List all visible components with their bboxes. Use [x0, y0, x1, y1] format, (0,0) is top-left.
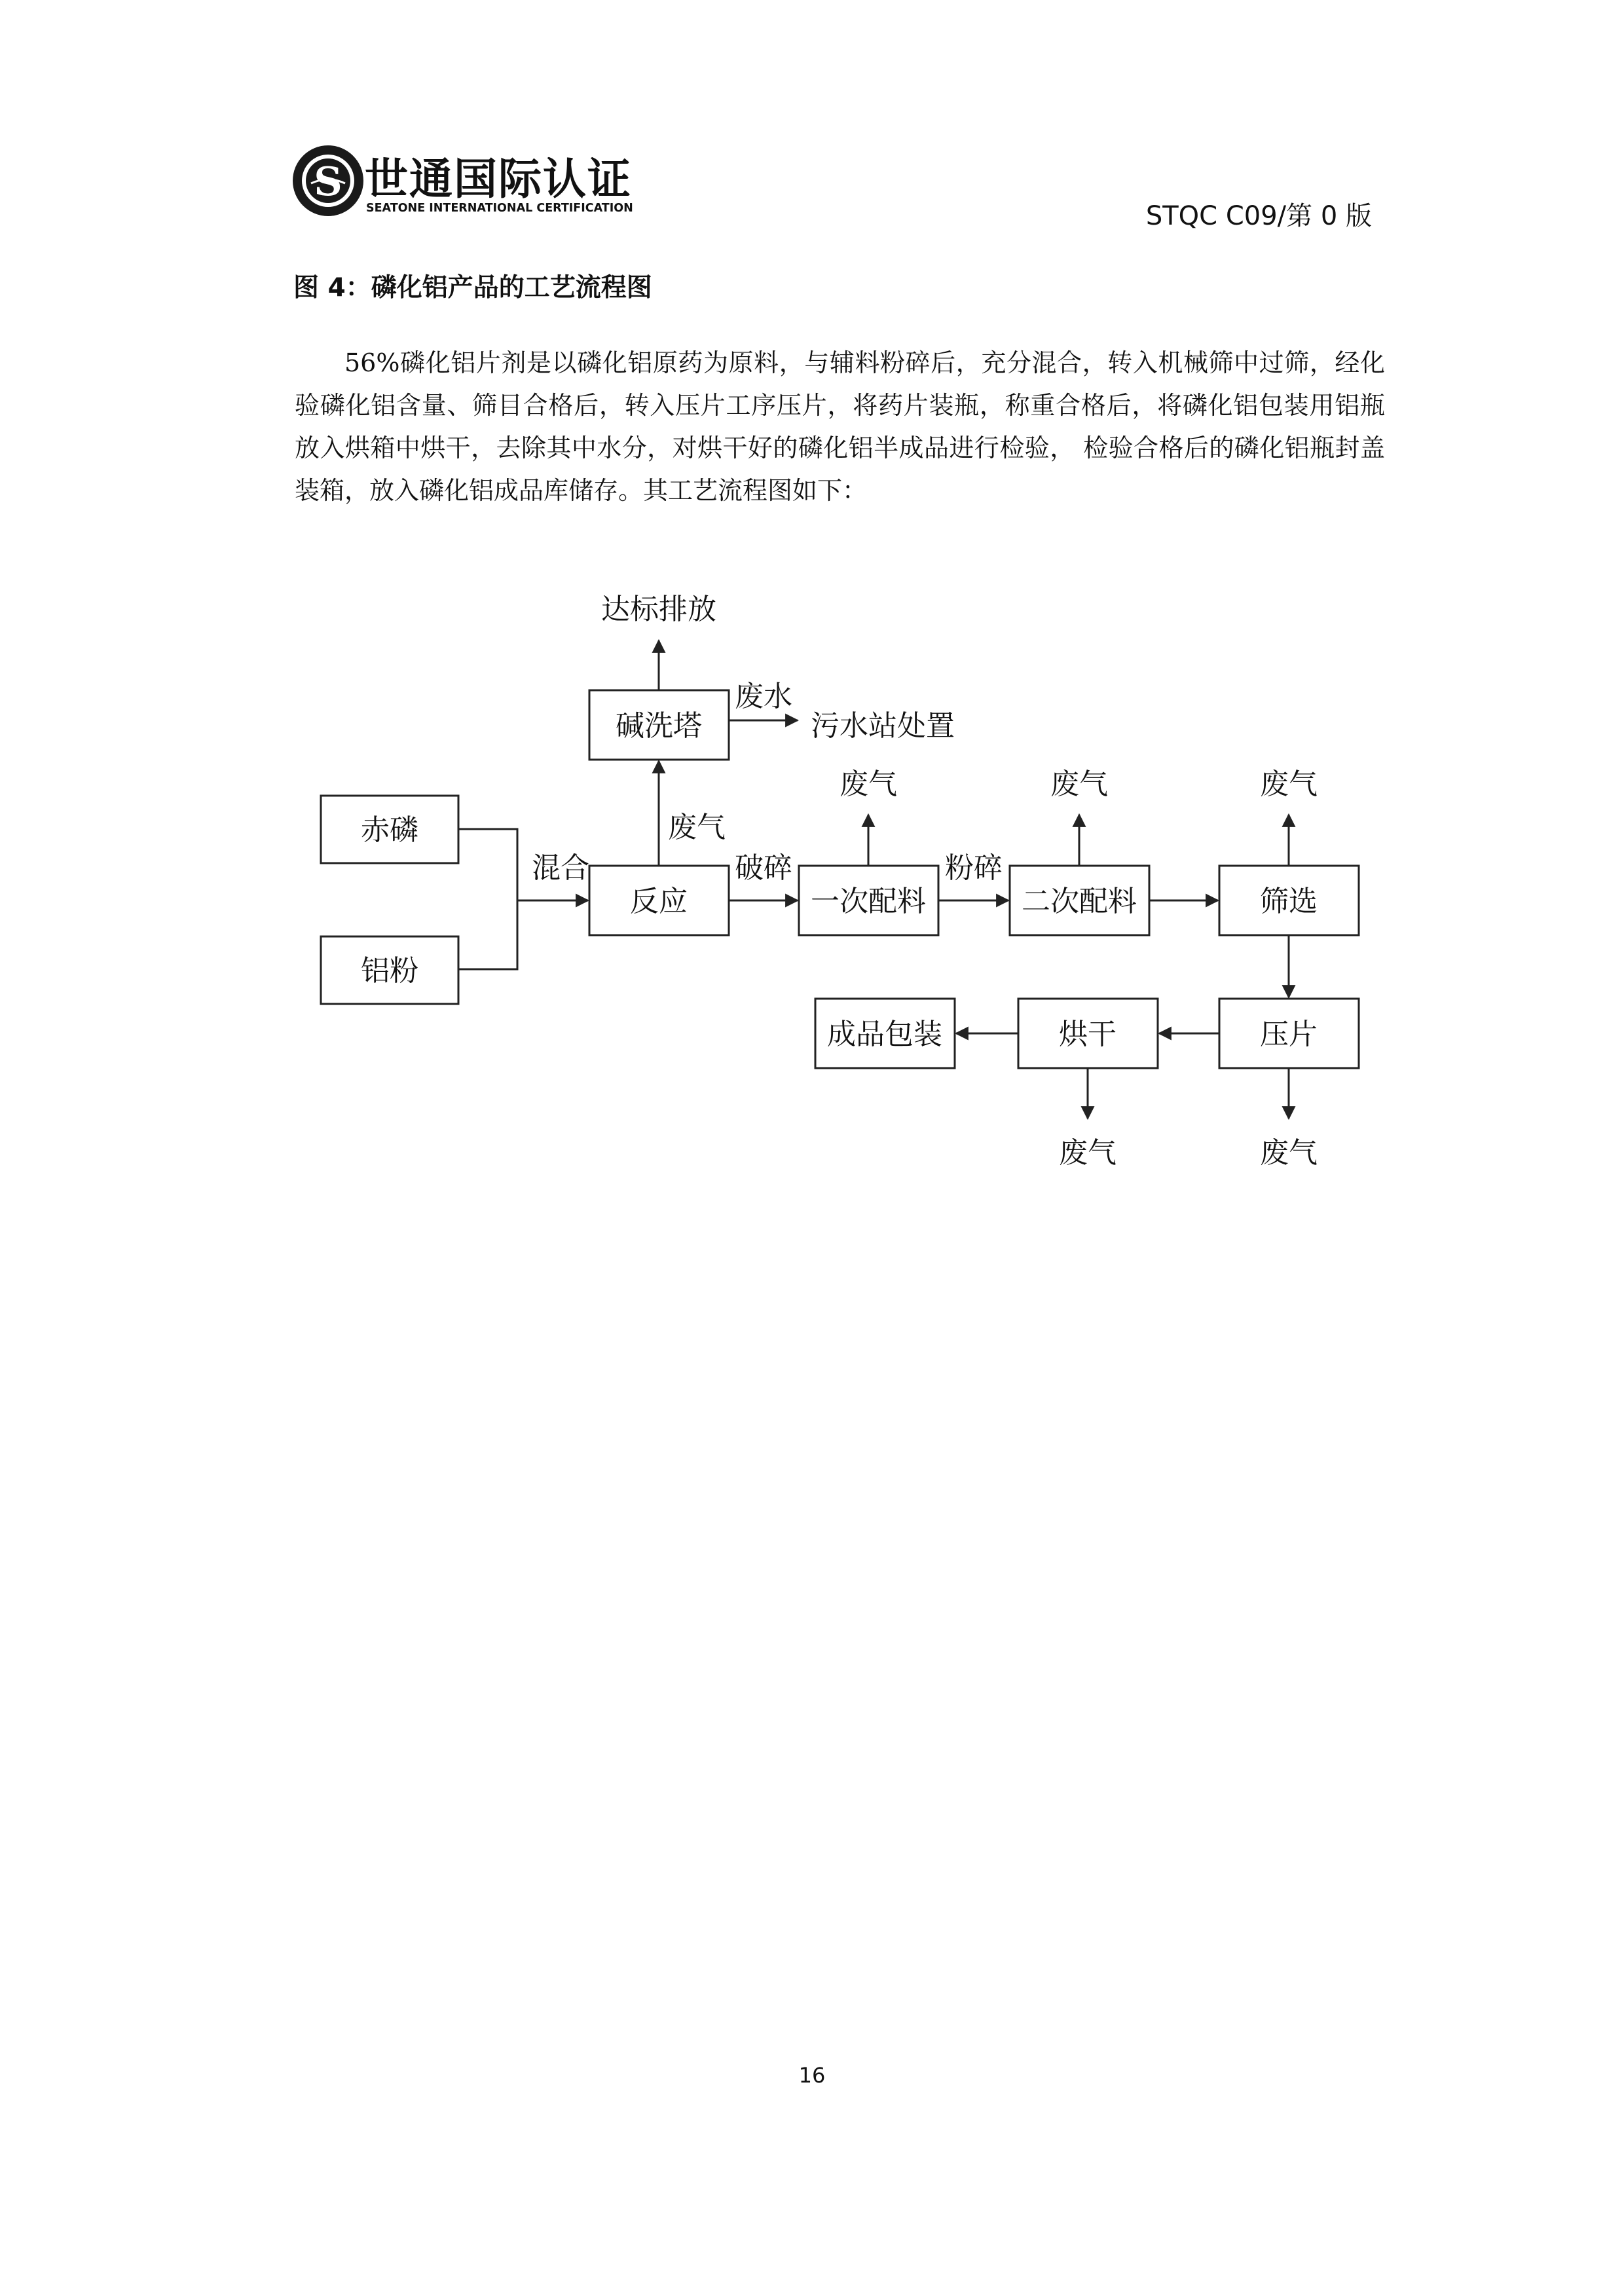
label-waste-gas-screening: 废气 — [1260, 768, 1318, 801]
node-first-batching: 一次配料 — [811, 885, 926, 918]
logo-chinese-name: 世通国际认证 — [365, 154, 632, 204]
node-screening: 筛选 — [1260, 885, 1318, 918]
label-waste-gas-first: 废气 — [840, 768, 897, 801]
label-waste-gas-tableting: 废气 — [1260, 1136, 1318, 1170]
label-waste-gas-second: 废气 — [1050, 768, 1108, 801]
label-waste-gas-reaction: 废气 — [668, 811, 726, 844]
node-aluminum-powder: 铝粉 — [361, 954, 418, 988]
label-waste-water: 废水 — [735, 680, 792, 713]
svg-text:S: S — [314, 159, 342, 205]
page-number: 16 — [798, 2063, 826, 2088]
node-reaction: 反应 — [630, 885, 688, 918]
logo-english-name: SEATONE INTERNATIONAL CERTIFICATION — [366, 202, 633, 215]
label-pulverizing: 粉碎 — [945, 851, 1003, 885]
connector-red-phosphorus — [458, 829, 517, 969]
node-packaging: 成品包装 — [827, 1018, 942, 1051]
label-crushing: 破碎 — [735, 851, 792, 885]
node-second-batching: 二次配料 — [1022, 885, 1137, 918]
label-waste-gas-drying: 废气 — [1059, 1136, 1116, 1170]
label-emission: 达标排放 — [601, 593, 716, 626]
label-sewage-station: 污水站处置 — [811, 709, 955, 743]
node-alkali-tower: 碱洗塔 — [616, 709, 702, 743]
label-mixing: 混合 — [532, 851, 589, 885]
body-paragraph: 56%磷化铝片剂是以磷化铝原药为原料，与辅料粉碎后，充分混合，转入机械筛中过筛，经化验磷化铝含量、筛目合格后，转入压片工序压片，将药片装瓶，称重合格后，将磷化铝包装用铝瓶放入烘箱中烘干，去除其中水分，对烘干好的磷化铝半成品进行检验， 检验合格后的磷化铝瓶封盖装箱，放入磷化铝成品库储存。其工艺流程图如下： — [295, 348, 1385, 505]
document-code: STQC C09/第 0 版 — [1145, 201, 1372, 231]
figure-caption: 图 4：磷化铝产品的工艺流程图 — [293, 273, 652, 303]
node-red-phosphorus: 赤磷 — [361, 813, 418, 847]
node-tableting: 压片 — [1260, 1018, 1318, 1051]
node-drying: 烘干 — [1059, 1018, 1116, 1051]
